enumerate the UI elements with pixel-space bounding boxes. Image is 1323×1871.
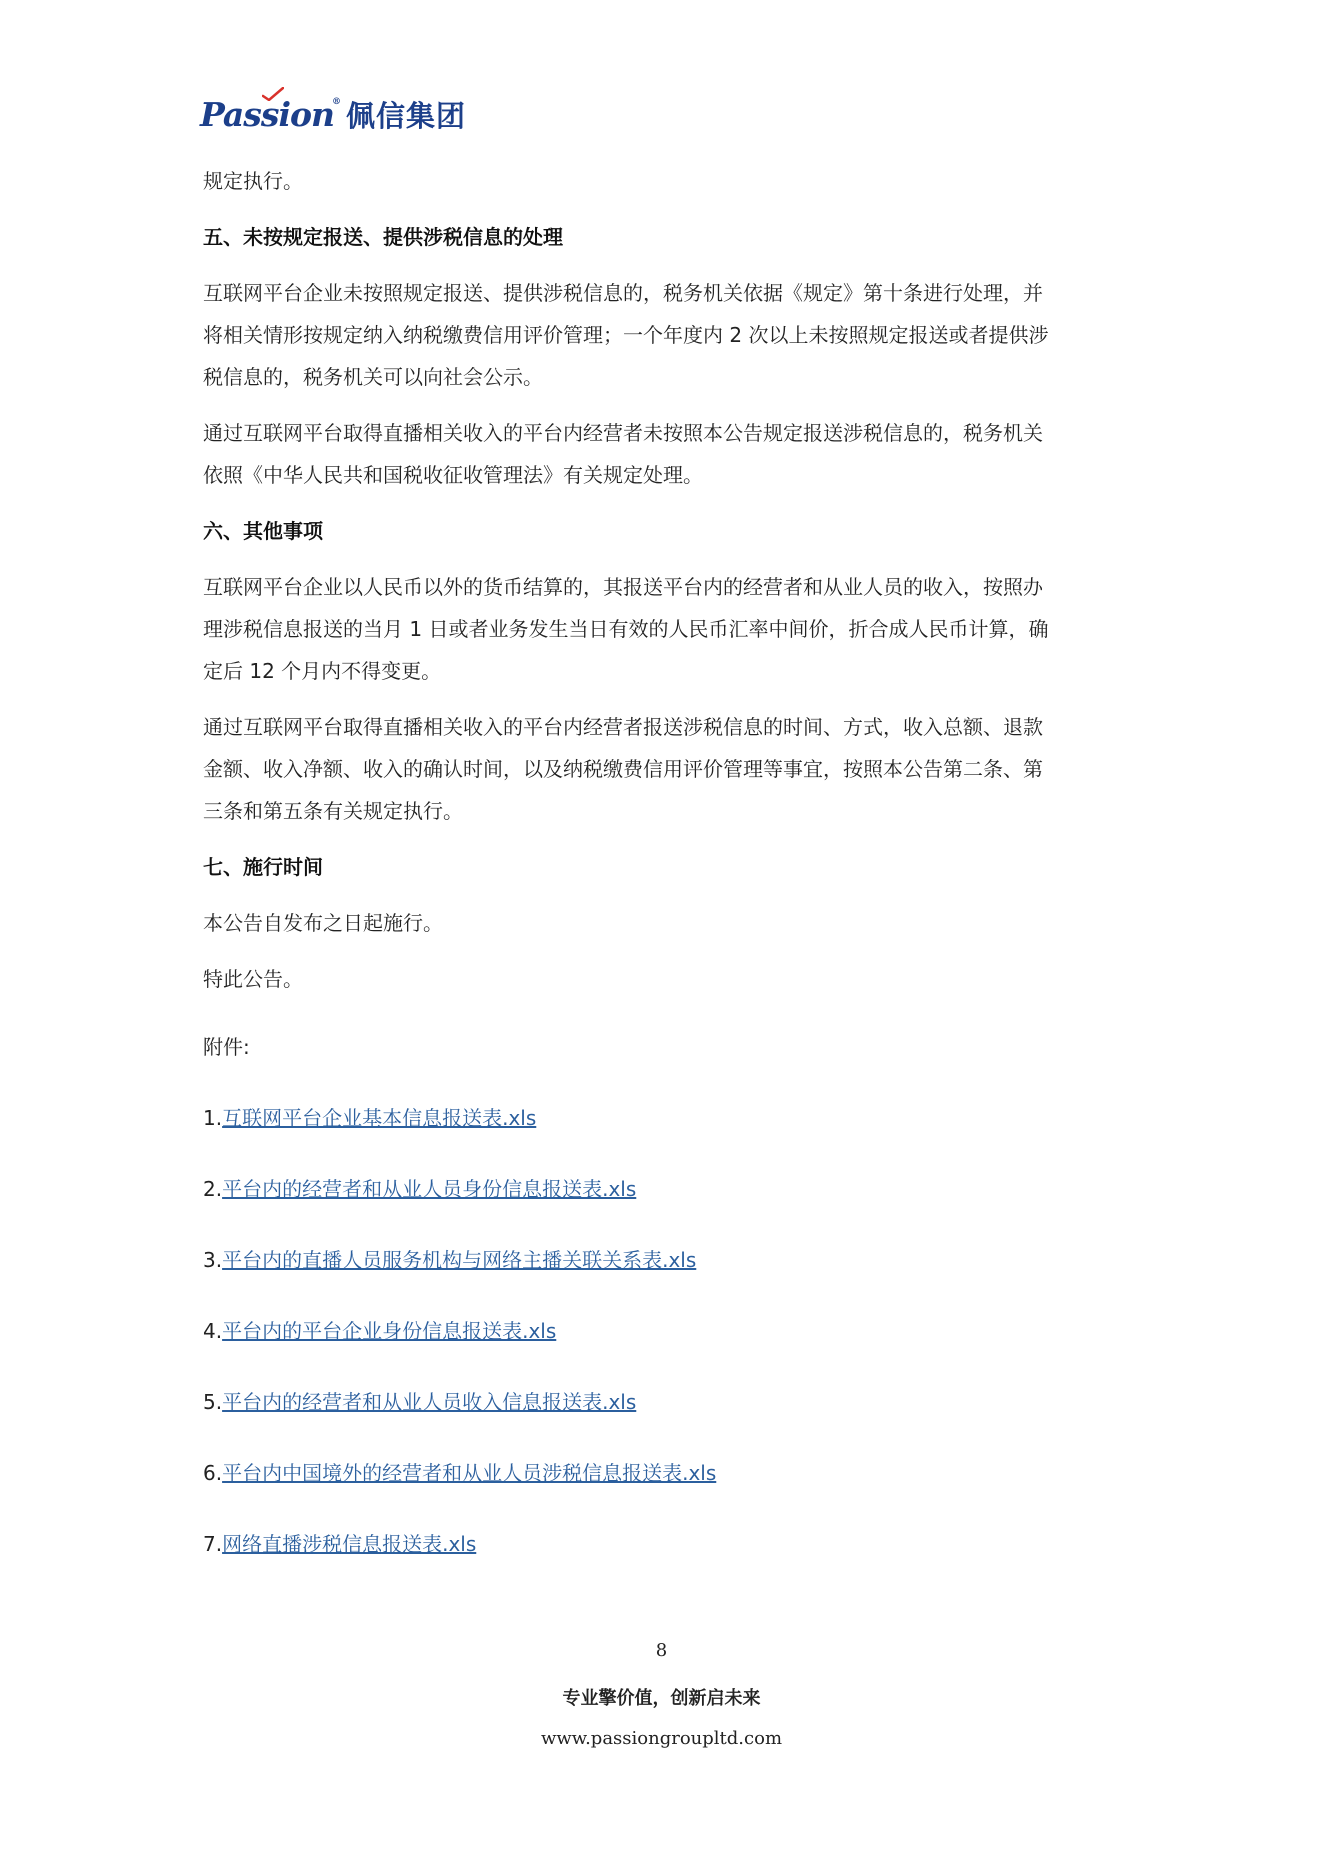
paragraph-line: 定后 12 个月内不得变更。 — [203, 659, 442, 683]
attachment-number: 1. — [203, 1106, 223, 1130]
attachment-link-7[interactable]: 网络直播涉税信息报送表.xls — [222, 1532, 477, 1556]
paragraph-continuation: 规定执行。 — [203, 169, 303, 193]
section-heading-7: 七、施行时间 — [203, 855, 323, 879]
attachments-label: 附件: — [203, 1035, 250, 1059]
attachment-item-1 — [203, 1097, 1133, 1139]
attachment-number: 7. — [203, 1532, 223, 1556]
attachment-item-2 — [203, 1168, 1133, 1210]
attachment-item-3 — [203, 1239, 1133, 1281]
attachment-link-5[interactable]: 平台内的经营者和从业人员收入信息报送表.xls — [222, 1390, 637, 1414]
paragraph-6b — [203, 706, 1133, 832]
logo-wordmark: Passion ® — [200, 95, 334, 134]
paragraph-6a — [203, 566, 1133, 692]
attachment-item-7 — [203, 1523, 1133, 1565]
attachment-number: 4. — [203, 1319, 223, 1343]
document-body — [203, 160, 1133, 1565]
company-logo — [200, 96, 466, 132]
paragraph-announcement: 特此公告。 — [203, 967, 303, 991]
paragraph-line: 通过互联网平台取得直播相关收入的平台内经营者未按照本公告规定报送涉税信息的，税务机关 — [203, 421, 1043, 445]
attachment-link-3[interactable]: 平台内的直播人员服务机构与网络主播关联关系表.xls — [222, 1248, 697, 1272]
logo-chinese-name: 佩信集团 — [346, 98, 467, 133]
attachment-link-1[interactable]: 互联网平台企业基本信息报送表.xls — [222, 1106, 537, 1130]
paragraph-line: 互联网平台企业未按照规定报送、提供涉税信息的，税务机关依据《规定》第十条进行处理，并 — [203, 281, 1043, 305]
attachment-number: 3. — [203, 1248, 223, 1272]
attachment-number: 2. — [203, 1177, 223, 1201]
paragraph-line: 通过互联网平台取得直播相关收入的平台内经营者报送涉税信息的时间、方式，收入总额、退款 — [203, 715, 1043, 739]
paragraph-5a — [203, 272, 1133, 398]
paragraph-effective: 本公告自发布之日起施行。 — [203, 911, 443, 935]
paragraph-5b — [203, 412, 1133, 496]
footer-slogan: 专业擎价值，创新启未来 — [562, 1688, 761, 1709]
page-number: 8 — [655, 1640, 668, 1661]
paragraph-line: 三条和第五条有关规定执行。 — [203, 799, 463, 823]
attachment-item-5 — [203, 1381, 1133, 1423]
attachment-link-6[interactable]: 平台内中国境外的经营者和从业人员涉税信息报送表.xls — [222, 1461, 717, 1485]
attachment-number: 6. — [203, 1461, 223, 1485]
section-heading-5: 五、未按规定报送、提供涉税信息的处理 — [203, 225, 563, 249]
attachment-link-4[interactable]: 平台内的平台企业身份信息报送表.xls — [222, 1319, 557, 1343]
attachment-number: 5. — [203, 1390, 223, 1414]
attachment-list — [203, 1097, 1133, 1565]
paragraph-line: 将相关情形按规定纳入纳税缴费信用评价管理；一个年度内 2 次以上未按照规定报送或者提供涉 — [203, 323, 1049, 347]
paragraph-line: 互联网平台企业以人民币以外的货币结算的，其报送平台内的经营者和从业人员的收入，按照办 — [203, 575, 1043, 599]
logo-check-icon — [262, 87, 284, 101]
paragraph-line: 税信息的，税务机关可以向社会公示。 — [203, 365, 543, 389]
paragraph-line: 金额、收入净额、收入的确认时间，以及纳税缴费信用评价管理等事宜，按照本公告第二条、第 — [203, 757, 1043, 781]
attachment-item-4 — [203, 1310, 1133, 1352]
paragraph-line: 依照《中华人民共和国税收征收管理法》有关规定处理。 — [203, 463, 703, 487]
footer-website: www.passiongroupltd.com — [540, 1728, 783, 1749]
paragraph-line: 理涉税信息报送的当月 1 日或者业务发生当日有效的人民币汇率中间价，折合成人民币计算，确 — [203, 617, 1049, 641]
attachment-item-6 — [203, 1452, 1133, 1494]
attachment-link-2[interactable]: 平台内的经营者和从业人员身份信息报送表.xls — [222, 1177, 637, 1201]
section-heading-6: 六、其他事项 — [203, 519, 323, 543]
